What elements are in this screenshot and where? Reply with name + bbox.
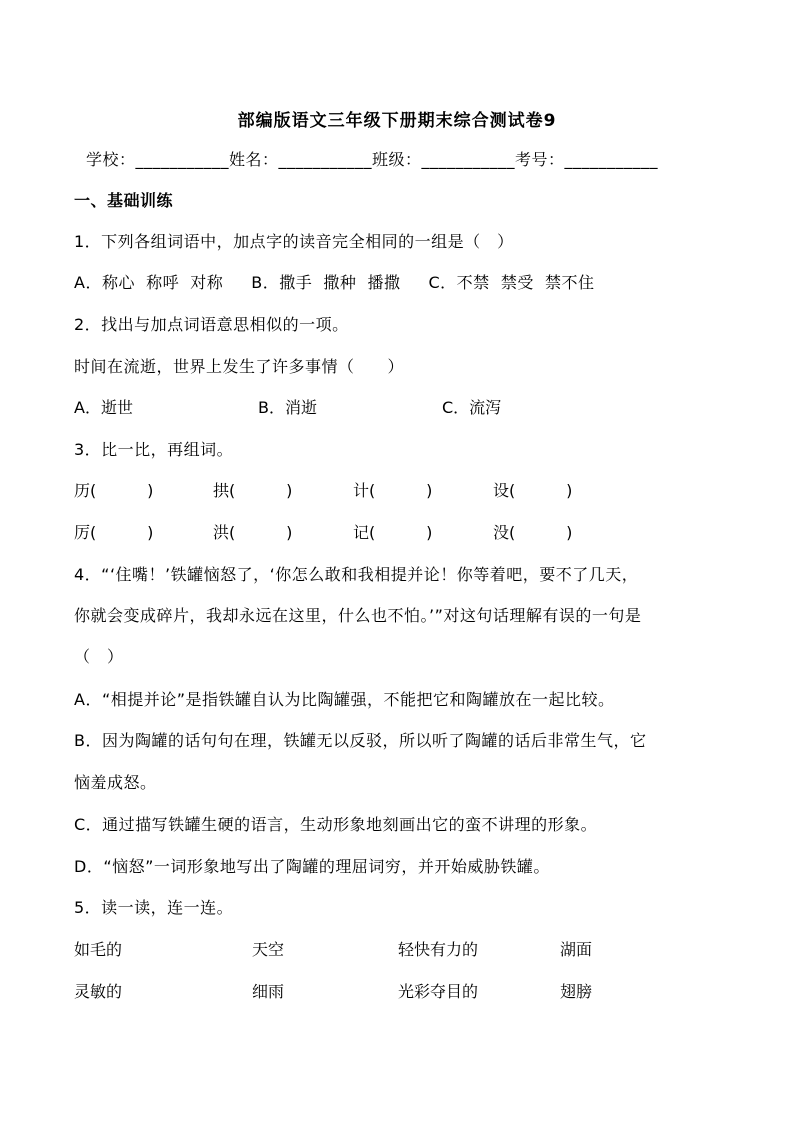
q3-row2-item: 洪( ) <box>213 523 293 542</box>
q5-row1-item: 轻快有力的 <box>398 940 479 959</box>
q5-row1-item: 湖面 <box>560 940 593 959</box>
question-5: 5．读一读，连一连。 <box>74 898 234 917</box>
q5-row2-item: 细雨 <box>252 982 285 1001</box>
question-2-sentence: 时间在流逝，世界上发生了许多事情（ ） <box>74 357 405 376</box>
q3-row1-item: 设( ) <box>493 481 573 500</box>
question-4-option-b: B．因为陶罐的话句句在理，铁罐无以反驳，所以听了陶罐的话后非常生气，它 <box>74 731 647 750</box>
question-4-line1: 4．“‘住嘴！’铁罐恼怒了，‘你怎么敢和我相提并论！你等着吧，要不了几天， <box>74 565 639 584</box>
q5-row1-item: 如毛的 <box>74 940 123 959</box>
question-2-option-a: A．逝世 <box>74 398 133 417</box>
q3-row2-item: 记( ) <box>353 523 433 542</box>
q5-row2-item: 翅膀 <box>560 982 593 1001</box>
q5-row1-item: 天空 <box>252 940 285 959</box>
section-heading: 一、基础训练 <box>74 191 174 210</box>
question-1: 1．下列各组词语中，加点字的读音完全相同的一组是（ ） <box>74 232 514 251</box>
question-2-option-b: B．消逝 <box>258 398 317 417</box>
question-4-line2: 你就会变成碎片，我却永远在这里，什么也不怕。’”对这句话理解有误的一句是 <box>74 606 642 625</box>
question-3: 3．比一比，再组词。 <box>74 440 234 459</box>
q3-row1-item: 计( ) <box>353 481 433 500</box>
question-2-option-c: C．流泻 <box>442 398 502 417</box>
question-4-option-a: A．“相提并论”是指铁罐自认为比陶罐强，不能把它和陶罐放在一起比较。 <box>74 690 615 709</box>
q3-row2-item: 厉( ) <box>74 523 154 542</box>
q3-row1-item: 拱( ) <box>213 481 293 500</box>
q5-row2-item: 灵敏的 <box>74 982 123 1001</box>
question-2: 2．找出与加点词语意思相似的一项。 <box>74 315 349 334</box>
question-4-option-b-cont: 恼羞成怒。 <box>74 773 157 792</box>
question-1-options: A．称心 称呼 对称 B．撒手 撒种 播撒 C．不禁 禁受 禁不住 <box>74 273 595 292</box>
q3-row2-item: 没( ) <box>493 523 573 542</box>
question-4-option-d: D．“恼怒”一词形象地写出了陶罐的理屈词穷，并开始威胁铁罐。 <box>74 857 550 876</box>
q3-row1-item: 历( ) <box>74 481 154 500</box>
student-info-line: 学校：___________姓名：___________班级：___________考号：___________ <box>86 150 659 169</box>
question-4-option-c: C．通过描写铁罐生硬的语言，生动形象地刻画出它的蛮不讲理的形象。 <box>74 815 598 834</box>
page-title: 部编版语文三年级下册期末综合测试卷9 <box>237 111 557 131</box>
q5-row2-item: 光彩夺目的 <box>398 982 479 1001</box>
question-4-line3: （ ） <box>74 647 124 666</box>
